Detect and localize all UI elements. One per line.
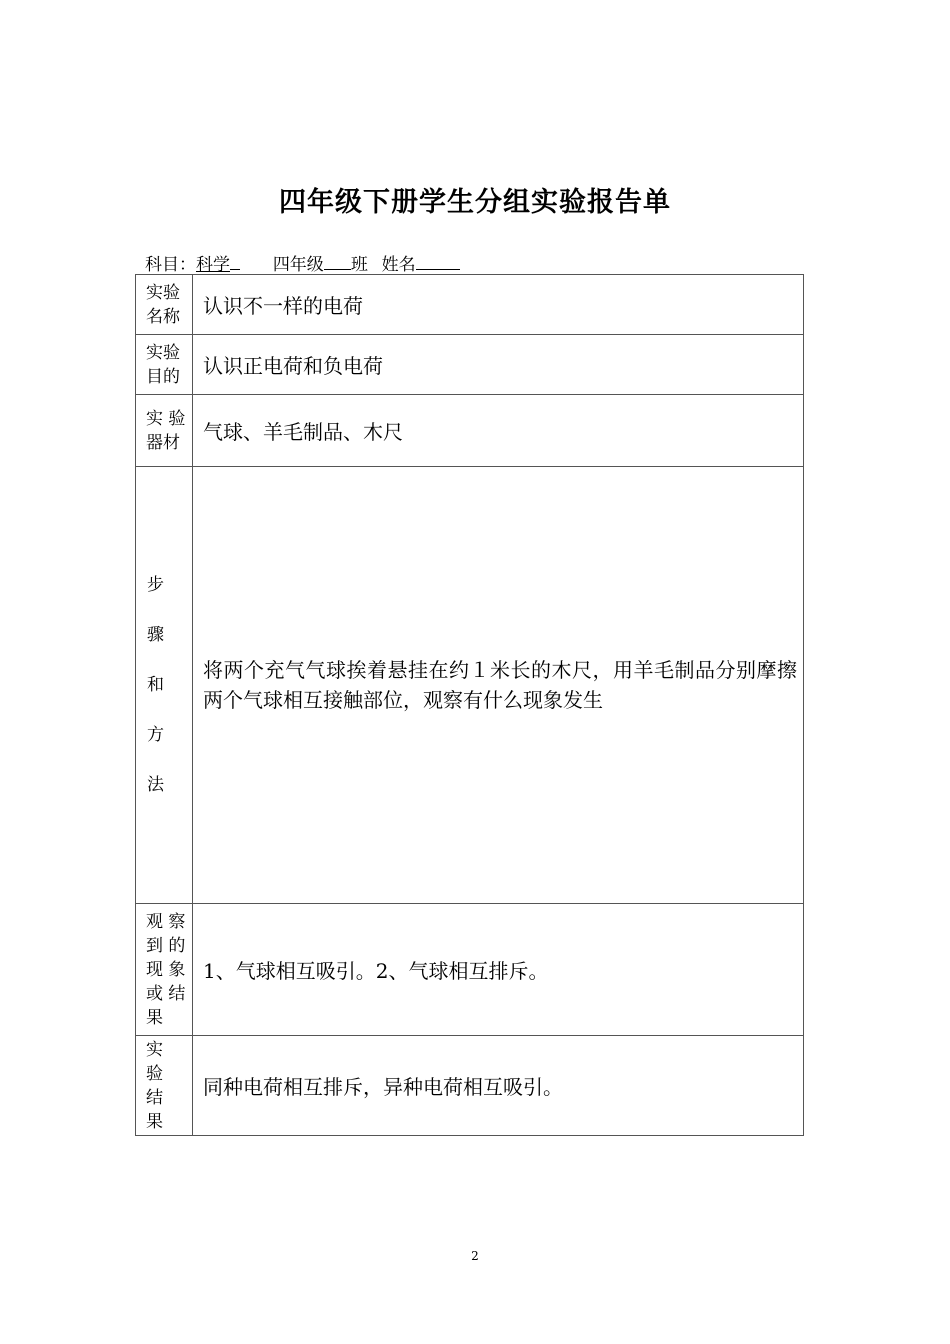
value-conclusion: 同种电荷相互排斥，异种电荷相互吸引。: [193, 1036, 804, 1136]
header-line: [145, 250, 460, 275]
label-steps: 步 骤 和 方 法: [136, 467, 193, 904]
value-steps: 将两个充气气球挨着悬挂在约１米长的木尺，用羊毛制品分别摩擦两个气球相互接触部位，观察有什么现象发生: [193, 467, 804, 904]
label-conclusion: 实 验 结 果: [136, 1036, 193, 1136]
report-table: [135, 274, 804, 1136]
subject-value: 科学: [196, 255, 230, 275]
value-observation: 1、气球相互吸引。2、气球相互排斥。: [193, 904, 804, 1036]
subject-label: 科目：: [145, 255, 196, 275]
label-experiment-name: 实验 名称: [136, 275, 193, 335]
grade-label: 四年级: [272, 255, 324, 275]
row-steps: [136, 467, 804, 904]
row-observation: [136, 904, 804, 1036]
subject-underline-blank: [230, 253, 240, 270]
value-purpose: 认识正电荷和负电荷: [193, 335, 804, 395]
row-conclusion: [136, 1036, 804, 1136]
name-blank: [416, 253, 460, 270]
value-materials: 气球、羊毛制品、木尺: [193, 395, 804, 467]
row-materials: [136, 395, 804, 467]
page-title: 四年级下册学生分组实验报告单: [279, 187, 671, 218]
class-label: 班: [350, 255, 368, 275]
label-purpose: 实验 目的: [136, 335, 193, 395]
label-observation: 观 察 到 的 现 象 或 结 果: [136, 904, 193, 1036]
page-number: 2: [471, 1249, 479, 1263]
row-experiment-name: [136, 275, 804, 335]
name-label: 姓名: [381, 255, 416, 275]
class-blank: [324, 253, 351, 270]
value-experiment-name: 认识不一样的电荷: [193, 275, 804, 335]
label-materials: 实 验 器材: [136, 395, 193, 467]
row-purpose: [136, 335, 804, 395]
